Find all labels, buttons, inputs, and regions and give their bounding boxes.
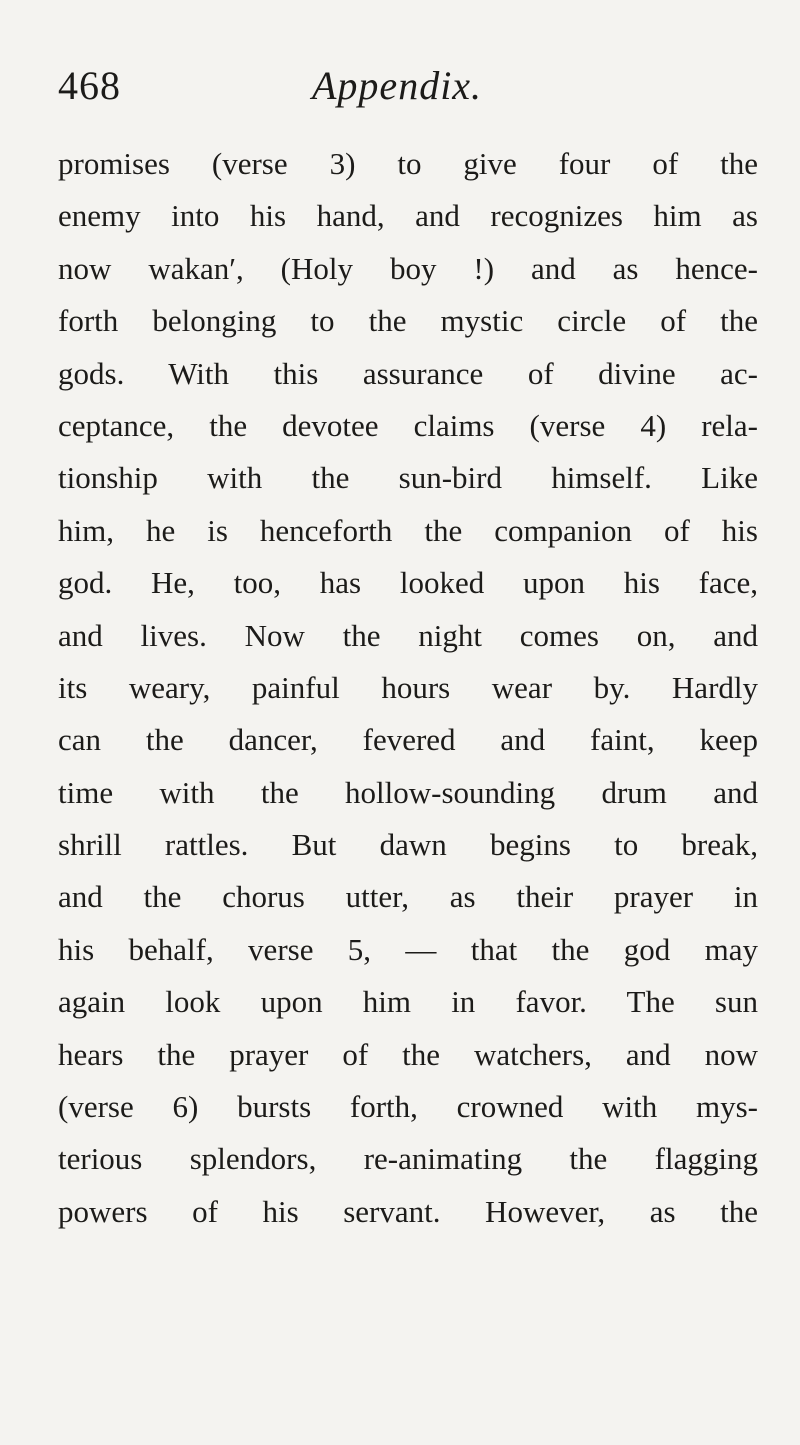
body-text [58, 138, 758, 1238]
text-line: forth belonging to the mystic circle of the [58, 303, 758, 339]
running-title: Appendix. [312, 63, 483, 108]
text-line: and the chorus utter, as their prayer in [58, 879, 758, 915]
text-line: god. He, too, has looked upon his face, [58, 565, 758, 601]
text-line: now wakan′, (Holy boy !) and as hence- [58, 250, 758, 286]
text-line: gods. With this assurance of divine ac- [58, 355, 758, 391]
text-line: shrill rattles. But dawn begins to break, [58, 827, 758, 863]
text-line: him, he is henceforth the companion of his [58, 512, 758, 548]
text-line: hears the prayer of the watchers, and now [58, 1036, 758, 1072]
text-line: can the dancer, fevered and faint, keep [58, 722, 758, 758]
text-line: powers of his servant. However, as the [58, 1193, 758, 1229]
text-line: time with the hollow-sounding drum and [58, 774, 758, 810]
text-line: his behalf, verse 5, — that the god may [58, 931, 758, 967]
text-line: (verse 6) bursts forth, crowned with mys- [58, 1089, 758, 1125]
text-line: enemy into his hand, and recognizes him as [58, 198, 758, 234]
text-line: its weary, painful hours wear by. Hardly [58, 669, 758, 705]
text-line: tionship with the sun-bird himself. Like [58, 460, 758, 496]
text-line: promises (verse 3) to give four of the [58, 146, 758, 181]
page-number: 468 [58, 63, 121, 108]
running-head [58, 62, 748, 122]
text-line: and lives. Now the night comes on, and [58, 617, 758, 653]
text-line: again look upon him in favor. The sun [58, 984, 758, 1020]
text-line: ceptance, the devotee claims (verse 4) rela- [58, 407, 758, 443]
text-line: terious splendors, re-animating the flagging [58, 1141, 758, 1177]
